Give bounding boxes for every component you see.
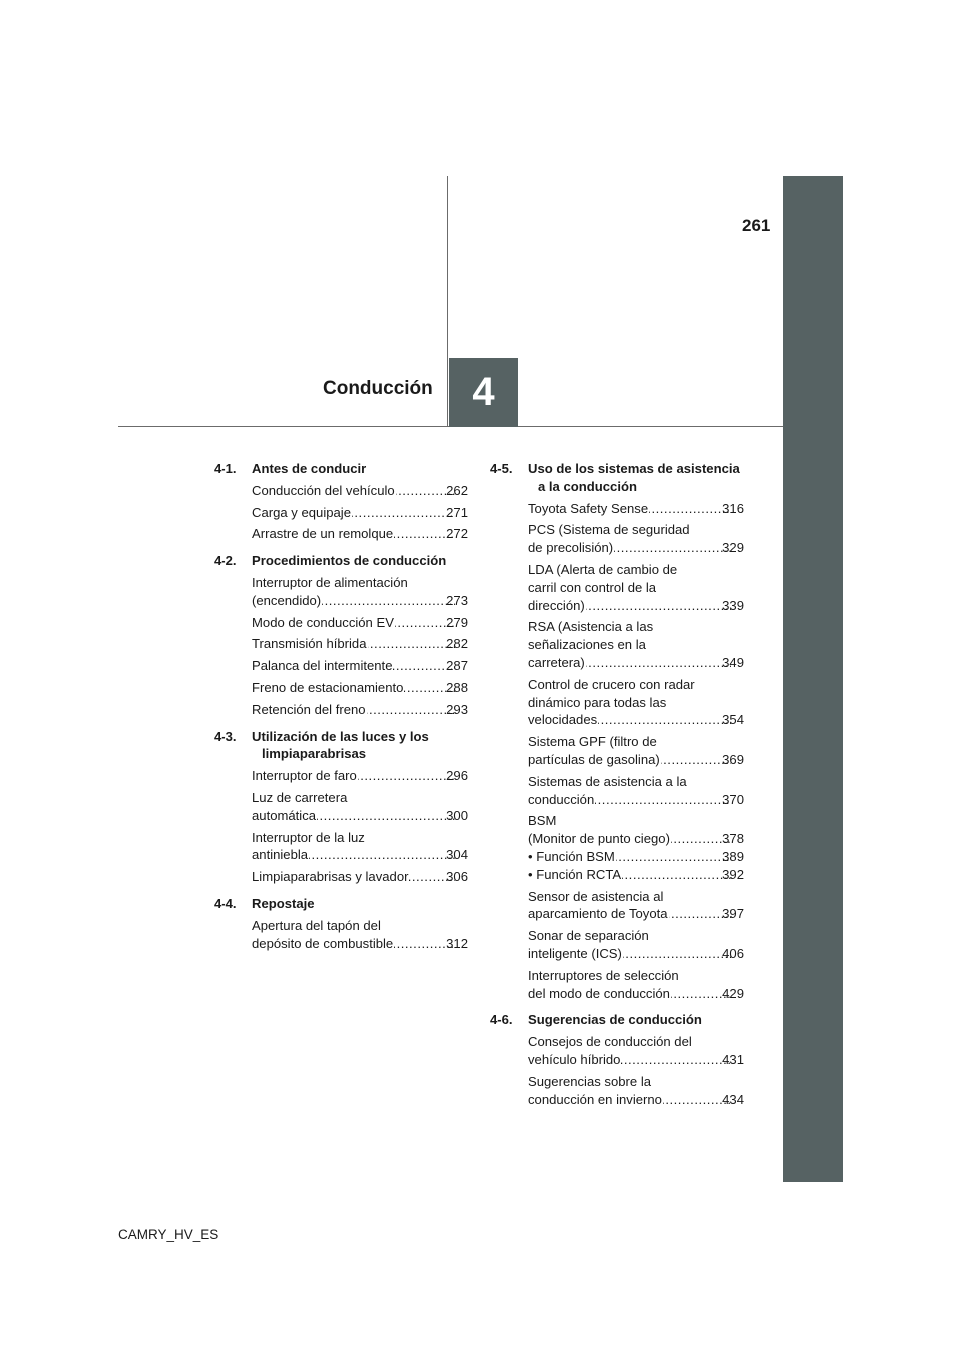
toc-section-number: 4-5. (490, 461, 513, 476)
toc-page-ref: 434 (722, 1091, 744, 1107)
toc-entry-line (252, 482, 468, 500)
toc-entry (214, 525, 468, 543)
toc-entry-line (252, 635, 468, 653)
toc-entry (490, 676, 744, 729)
toc-entry-line (528, 711, 744, 729)
toc-entry-line (528, 945, 744, 963)
toc-entry-text: Freno de estacionamiento (252, 679, 404, 695)
toc-entry-text: Sensor de asistencia al (528, 888, 664, 904)
dot-leader (595, 791, 731, 809)
toc-page-ref: 296 (446, 768, 468, 784)
dot-leader (623, 945, 731, 963)
toc-section (214, 552, 468, 718)
toc-entry-text: velocidades (528, 712, 598, 728)
toc-page-ref: 300 (446, 807, 468, 823)
toc-page-ref: 288 (446, 679, 468, 695)
toc-entry-text: conducción (528, 791, 595, 807)
toc-section-heading (214, 728, 468, 764)
toc-entry (490, 521, 744, 557)
toc-page-ref: 339 (722, 597, 744, 613)
toc-entry-text: aparcamiento de Toyota (528, 906, 668, 922)
toc-entry-text: Apertura del tapón del (252, 917, 381, 933)
toc-column-left (214, 460, 468, 961)
toc-page-ref: 349 (722, 654, 744, 670)
toc-section-title: Antes de conducir (252, 461, 367, 476)
toc-section-heading (490, 460, 744, 496)
toc-entry-line (528, 985, 744, 1003)
toc-entry (214, 767, 468, 785)
toc-section-heading (214, 552, 468, 570)
toc-entry-text: Carga y equipaje (252, 504, 351, 520)
dot-leader (309, 846, 455, 864)
toc-entry-text: carril con control de la (528, 579, 657, 595)
toc-entry-text: carretera) (528, 654, 585, 670)
toc-entry (490, 1073, 744, 1109)
toc-entry (214, 701, 468, 719)
toc-entry-text: • Función BSM (528, 848, 615, 864)
toc-entry-text: PCS (Sistema de seguridad (528, 522, 690, 538)
toc-entry (490, 618, 744, 671)
toc-entry (490, 1033, 744, 1069)
toc-entry-line (252, 701, 468, 719)
dot-leader (358, 767, 455, 785)
toc-page-ref: 389 (722, 848, 744, 864)
toc-entry (214, 829, 468, 865)
dot-leader (661, 751, 731, 769)
toc-entry (214, 614, 468, 632)
dot-leader (598, 711, 731, 729)
dot-leader (622, 866, 731, 884)
dot-leader (614, 539, 731, 557)
toc-page-ref: 431 (722, 1051, 744, 1067)
toc-page-ref: 287 (446, 658, 468, 674)
toc-entry-line (252, 525, 468, 543)
toc-section-heading (214, 460, 468, 478)
toc-section (214, 460, 468, 543)
toc-entry-text: Interruptor de faro (252, 768, 357, 784)
toc-entry-line (252, 614, 468, 632)
toc-entry-text: automática (252, 807, 317, 823)
header-vertical-rule (447, 176, 448, 427)
toc-section-number: 4-1. (214, 461, 237, 476)
toc-entry-line (528, 791, 744, 809)
toc-section-title: Repostaje (252, 895, 315, 911)
dot-leader (367, 701, 456, 719)
chapter-side-tab (783, 176, 843, 1182)
toc-entry (214, 657, 468, 675)
toc-entry-text: Interruptores de selección (528, 967, 679, 983)
toc-section-number: 4-2. (214, 553, 237, 569)
toc-entry-text: partículas de gasolina) (528, 751, 660, 767)
toc-section-number: 4-6. (490, 1012, 513, 1028)
toc-entry-text: Sonar de separación (528, 928, 649, 944)
toc-entry-text: Limpiaparabrisas y lavador (252, 869, 409, 885)
toc-entry-line (528, 905, 744, 923)
toc-section-number: 4-3. (214, 728, 237, 744)
toc-page-ref: 329 (722, 540, 744, 556)
toc-entry-line (252, 935, 468, 953)
toc-section-title: Utilización de las luces y los limpiaparabrisas (252, 728, 429, 762)
toc-entry-text: Control de crucero con radar (528, 676, 695, 692)
toc-entry-text: Luz de carretera (252, 789, 348, 805)
chapter-title: Conducción (323, 378, 433, 399)
toc-entry-text: Retención del freno (252, 701, 366, 717)
toc-entry-text: Interruptor de la luz (252, 829, 365, 845)
toc-entry-line (528, 597, 744, 615)
toc-entry (214, 574, 468, 610)
toc-entry-line (528, 539, 744, 557)
toc-page-ref: 293 (446, 701, 468, 717)
toc-entry-text: dinámico para todas las (528, 694, 667, 710)
toc-entry-text: RSA (Asistencia a las (528, 619, 654, 635)
toc-entry-line (528, 654, 744, 672)
toc-section-heading (490, 1011, 744, 1029)
toc-entry (214, 679, 468, 697)
toc-entry (214, 789, 468, 825)
toc-entry-text: Modo de conducción EV (252, 614, 394, 630)
toc-page-ref: 271 (446, 504, 468, 520)
model-code: CAMRY_HV_ES (118, 1227, 219, 1242)
toc-page-ref: 406 (722, 945, 744, 961)
toc-entry-line (252, 504, 468, 522)
toc-section (490, 460, 744, 1002)
toc-entry (214, 482, 468, 500)
toc-entry (490, 561, 744, 614)
toc-section-title: Sugerencias de conducción (528, 1012, 702, 1028)
chapter-number: 4 (472, 370, 495, 414)
toc-entry-text: conducción en invierno (528, 1091, 662, 1107)
toc-entry-text: dirección) (528, 597, 585, 613)
toc-entry-text: (encendido) (252, 592, 322, 608)
toc-page-ref: 378 (722, 831, 744, 847)
toc-entry (490, 500, 744, 518)
toc-entry-text: Interruptor de alimentación (252, 574, 408, 590)
dot-leader (616, 848, 731, 866)
toc-page-ref: 316 (722, 500, 744, 516)
toc-entry-line (528, 1051, 744, 1069)
toc-section-title: Uso de los sistemas de asistencia a la conducción (528, 461, 740, 494)
dot-leader (586, 654, 731, 672)
toc-section (214, 895, 468, 952)
toc-entry-text: antiniebla (252, 847, 309, 863)
toc-entry-text: Sugerencias sobre la (528, 1073, 652, 1089)
toc-entry-text: Palanca del intermitente (252, 658, 393, 674)
toc-entry (214, 504, 468, 522)
toc-page-ref: 397 (722, 906, 744, 922)
toc-subentry-line (528, 848, 744, 866)
toc-section (214, 728, 468, 886)
toc-entry (490, 773, 744, 809)
toc-entry (490, 812, 744, 883)
toc-page-ref: 272 (446, 526, 468, 542)
toc-entry-line (252, 807, 468, 825)
toc-entry-text: inteligente (ICS) (528, 945, 622, 961)
toc-page-ref: 354 (722, 712, 744, 728)
toc-entry-line (252, 767, 468, 785)
toc-page-ref: 369 (722, 751, 744, 767)
toc-entry-text: Toyota Safety Sense (528, 500, 649, 516)
toc-entry (490, 733, 744, 769)
toc-entry-line (528, 500, 744, 518)
dot-leader (368, 635, 456, 653)
toc-entry-line (252, 679, 468, 697)
toc-entry-text: Conducción del vehículo (252, 482, 395, 498)
toc-entry (214, 917, 468, 953)
toc-section-number: 4-4. (214, 895, 237, 911)
dot-leader (586, 597, 731, 615)
toc-entry-text: (Monitor de punto ciego) (528, 831, 670, 847)
dot-leader (352, 504, 455, 522)
dot-leader (649, 500, 731, 518)
toc-entry (490, 927, 744, 963)
toc-entry-line (528, 830, 744, 848)
toc-entry (214, 635, 468, 653)
chapter-number-box (449, 358, 518, 427)
page-number: 261 (742, 216, 771, 235)
toc-entry-line (252, 846, 468, 864)
dot-leader (621, 1051, 731, 1069)
toc-entry (490, 888, 744, 924)
toc-entry-line (528, 751, 744, 769)
toc-subentry-line (528, 866, 744, 884)
dot-leader (317, 807, 455, 825)
toc-entry-text: del modo de conducción (528, 985, 670, 1001)
toc-entry-text: BSM (528, 813, 557, 829)
toc-column-right (490, 460, 744, 1117)
toc-page-ref: 279 (446, 614, 468, 630)
dot-leader (663, 1091, 731, 1109)
toc-entry-text: Sistema GPF (filtro de (528, 734, 657, 750)
toc-page-ref: 312 (446, 935, 468, 951)
toc-entry-text: Arrastre de un remolque (252, 526, 394, 542)
toc-section-title: Procedimientos de conducción (252, 553, 447, 569)
toc-page-ref: 273 (446, 592, 468, 608)
toc-page-ref: 262 (446, 482, 468, 498)
toc-page-ref: 282 (446, 636, 468, 652)
toc-entry (214, 868, 468, 886)
toc-page-ref: 429 (722, 985, 744, 1001)
toc-entry-text: señalizaciones en la (528, 637, 646, 653)
toc-entry-line (252, 592, 468, 610)
toc-entry-text: Consejos de conducción del (528, 1034, 692, 1050)
toc-entry-text: depósito de combustible (252, 935, 394, 951)
toc-entry-text: • Función RCTA (528, 866, 622, 882)
dot-leader (322, 592, 455, 610)
toc-section (490, 1011, 744, 1108)
toc-entry-text: Sistemas de asistencia a la (528, 773, 687, 789)
toc-entry-text: LDA (Alerta de cambio de (528, 561, 678, 577)
toc-page-ref: 370 (722, 791, 744, 807)
toc-entry-line (252, 868, 468, 886)
toc-entry-text: Transmisión híbrida (252, 636, 367, 652)
toc-entry (490, 967, 744, 1003)
toc-section-heading (214, 895, 468, 913)
toc-page-ref: 392 (722, 866, 744, 882)
toc-entry-line (252, 657, 468, 675)
toc-entry-line (528, 1091, 744, 1109)
toc-page-ref: 304 (446, 847, 468, 863)
toc-page-ref: 306 (446, 869, 468, 885)
toc-entry-text: de precolisión) (528, 540, 614, 556)
toc-entry-text: vehículo híbrido (528, 1051, 621, 1067)
